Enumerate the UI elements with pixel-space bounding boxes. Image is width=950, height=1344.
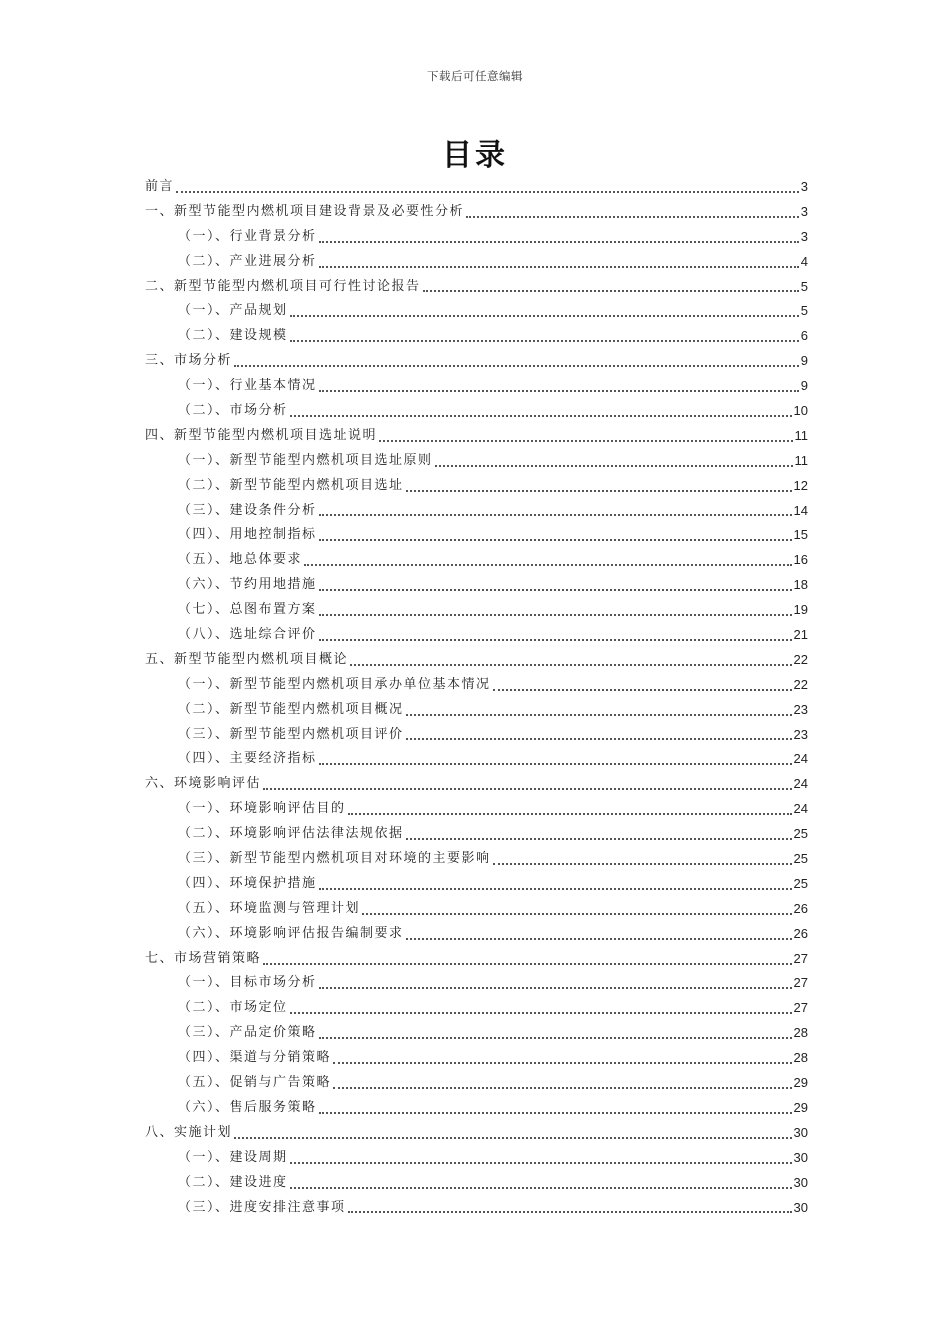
- toc-entry-page-number: 9: [800, 378, 808, 394]
- toc-entry-page-number: 23: [793, 701, 808, 717]
- toc-entry-page-number: 3: [800, 228, 808, 244]
- toc-dot-leader: [290, 340, 799, 342]
- toc-entry-label: （二）、新型节能型内燃机项目概况: [178, 701, 404, 717]
- toc-dot-leader: [333, 1062, 792, 1064]
- toc-entry-label: 一、新型节能型内燃机项目建设背景及必要性分析: [145, 203, 465, 219]
- toc-entry-page-number: 29: [793, 1099, 808, 1115]
- toc-entry-label: （二）、建设进度: [178, 1174, 288, 1190]
- toc-entry-page-number: 10: [793, 403, 808, 418]
- toc-entry-page-number: 28: [793, 1025, 808, 1041]
- toc-entry-label: （四）、用地控制指标: [178, 527, 317, 543]
- toc-entry[interactable]: [145, 275, 808, 300]
- toc-entry[interactable]: [145, 822, 808, 847]
- toc-entry-label: （二）、建设规模: [178, 328, 288, 344]
- toc-entry-label: （五）、促销与广告策略: [178, 1075, 332, 1091]
- header-note: 下载后可任意编辑: [427, 69, 523, 83]
- toc-dot-leader: [319, 514, 792, 516]
- toc-entry[interactable]: [145, 1096, 808, 1121]
- toc-dot-leader: [319, 614, 792, 616]
- toc-entry-page-number: 26: [793, 925, 808, 941]
- toc-entry-label: 六、环境影响评估: [145, 776, 262, 792]
- toc-dot-leader: [435, 465, 793, 467]
- toc-dot-leader: [319, 1037, 792, 1039]
- toc-dot-leader: [493, 689, 792, 691]
- toc-entry[interactable]: [145, 772, 808, 797]
- toc-entry-page-number: 3: [800, 203, 808, 219]
- toc-entry-label: （三）、产品定价策略: [178, 1025, 317, 1041]
- toc-dot-leader: [493, 863, 792, 865]
- toc-entry[interactable]: [145, 872, 808, 897]
- toc-dot-leader: [290, 415, 792, 417]
- toc-entry[interactable]: [145, 523, 808, 548]
- toc-entry-label: 七、市场营销策略: [145, 950, 262, 966]
- toc-entry-page-number: 27: [793, 975, 808, 991]
- toc-entry-page-number: 28: [793, 1050, 808, 1066]
- toc-entry-page-number: 4: [800, 253, 808, 269]
- toc-entry-page-number: 22: [793, 676, 808, 692]
- toc-entry-page-number: 11: [794, 452, 808, 468]
- toc-dot-leader: [290, 1012, 792, 1014]
- toc-dot-leader: [423, 290, 799, 292]
- toc-dot-leader: [263, 963, 792, 965]
- toc-entry[interactable]: [145, 897, 808, 922]
- toc-entry-label: （二）、市场分析: [178, 403, 288, 418]
- toc-dot-leader: [350, 664, 792, 666]
- toc-entry-page-number: 11: [794, 427, 808, 443]
- toc-entry-page-number: 29: [793, 1075, 808, 1091]
- toc-entry[interactable]: [145, 474, 808, 499]
- toc-entry-label: （六）、售后服务策略: [178, 1099, 317, 1115]
- toc-dot-leader: [176, 191, 799, 193]
- toc-dot-leader: [319, 1112, 792, 1114]
- toc-entry[interactable]: [145, 698, 808, 723]
- toc-dot-leader: [319, 266, 799, 268]
- toc-dot-leader: [290, 1162, 792, 1164]
- toc-entry-label: 三、市场分析: [145, 353, 233, 369]
- toc-dot-leader: [234, 1137, 792, 1139]
- toc-entry-page-number: 23: [793, 726, 808, 742]
- toc-entry[interactable]: [145, 648, 808, 673]
- toc-entry-label: 前言: [145, 178, 175, 194]
- toc-entry-label: （一）、产品规划: [178, 303, 288, 319]
- toc-dot-leader: [290, 1187, 792, 1189]
- toc-dot-leader: [348, 1211, 792, 1213]
- toc-dot-leader: [234, 365, 799, 367]
- toc-entry-label: （一）、新型节能型内燃机项目承办单位基本情况: [178, 676, 491, 692]
- toc-entry[interactable]: [145, 1121, 808, 1146]
- toc-entry-page-number: 5: [800, 303, 808, 319]
- toc-entry-page-number: 6: [800, 328, 808, 344]
- toc-entry[interactable]: [145, 200, 808, 225]
- toc-dot-leader: [319, 987, 792, 989]
- toc-entry-label: （一）、目标市场分析: [178, 975, 317, 991]
- toc-dot-leader: [319, 763, 792, 765]
- toc-entry-label: （三）、新型节能型内燃机项目对环境的主要影响: [178, 851, 491, 867]
- toc-entry-label: （一）、行业基本情况: [178, 378, 317, 394]
- toc-entry-page-number: 14: [793, 502, 808, 518]
- toc-entry-label: （三）、新型节能型内燃机项目评价: [178, 726, 404, 742]
- toc-entry-page-number: 9: [800, 353, 808, 369]
- toc-entry-page-number: 25: [793, 875, 808, 891]
- toc-dot-leader: [379, 440, 792, 442]
- toc-dot-leader: [319, 589, 792, 591]
- toc-entry-label: （一）、新型节能型内燃机项目选址原则: [178, 452, 433, 468]
- toc-title: 目录: [442, 138, 508, 173]
- toc-entry-page-number: 25: [793, 851, 808, 867]
- toc-dot-leader: [319, 390, 799, 392]
- toc-entry-label: （一）、环境影响评估目的: [178, 801, 346, 817]
- toc-entry[interactable]: [145, 548, 808, 573]
- toc-entry-label: 八、实施计划: [145, 1124, 233, 1140]
- toc-dot-leader: [333, 1087, 792, 1089]
- toc-dot-leader: [319, 539, 792, 541]
- toc-dot-leader: [290, 315, 799, 317]
- toc-entry-label: （五）、环境监测与管理计划: [178, 900, 361, 916]
- toc-entry-page-number: 30: [793, 1174, 808, 1190]
- toc-entry[interactable]: [145, 324, 808, 349]
- toc-entry-page-number: 21: [793, 627, 808, 643]
- toc-entry[interactable]: [145, 424, 808, 449]
- toc-entry-page-number: 22: [793, 651, 808, 667]
- toc-entry-page-number: 30: [793, 1199, 808, 1215]
- toc-dot-leader: [263, 788, 792, 790]
- toc-entry[interactable]: [145, 399, 808, 424]
- toc-entry-label: （四）、环境保护措施: [178, 875, 317, 891]
- toc-entry[interactable]: [145, 996, 808, 1021]
- toc-entry-page-number: 24: [793, 751, 808, 767]
- toc-dot-leader: [406, 490, 792, 492]
- toc-entry-label: 二、新型节能型内燃机项目可行性讨论报告: [145, 278, 421, 294]
- toc-entry-label: （六）、节约用地措施: [178, 577, 317, 593]
- toc-entry[interactable]: [145, 449, 808, 474]
- toc-entry-label: （三）、建设条件分析: [178, 502, 317, 518]
- toc-entry-page-number: 19: [793, 602, 808, 618]
- toc-entry-page-number: 5: [800, 278, 808, 294]
- toc-entry-label: （二）、市场定位: [178, 1000, 288, 1016]
- toc-dot-leader: [319, 639, 792, 641]
- toc-entry[interactable]: [145, 1196, 808, 1221]
- toc-entry-page-number: 25: [793, 826, 808, 842]
- toc-dot-leader: [319, 241, 799, 243]
- toc-entry-label: （三）、进度安排注意事项: [178, 1199, 346, 1215]
- toc-entry[interactable]: [145, 225, 808, 250]
- toc-entry[interactable]: [145, 1071, 808, 1096]
- toc-entry-label: （一）、行业背景分析: [178, 228, 317, 244]
- toc-entry-page-number: 24: [793, 776, 808, 792]
- toc-entry-label: （四）、渠道与分销策略: [178, 1050, 332, 1066]
- toc-entry[interactable]: [145, 250, 808, 275]
- toc-entry[interactable]: [145, 1171, 808, 1196]
- toc-entry-label: （四）、主要经济指标: [178, 751, 317, 767]
- toc-dot-leader: [304, 564, 792, 566]
- toc-entry[interactable]: [145, 1146, 808, 1171]
- toc-entry-label: （七）、总图布置方案: [178, 602, 317, 618]
- toc-entry-label: （二）、产业进展分析: [178, 253, 317, 269]
- toc-entry[interactable]: [145, 797, 808, 822]
- toc-entry-label: （二）、新型节能型内燃机项目选址: [178, 477, 404, 493]
- toc-entry-page-number: 30: [793, 1149, 808, 1165]
- toc-dot-leader: [406, 714, 792, 716]
- toc-entry-label: 五、新型节能型内燃机项目概论: [145, 651, 349, 667]
- toc-entry[interactable]: [145, 598, 808, 623]
- toc-dot-leader: [466, 216, 799, 218]
- toc-entry[interactable]: [145, 922, 808, 947]
- toc-dot-leader: [406, 938, 792, 940]
- toc-entry[interactable]: [145, 947, 808, 972]
- toc-entry[interactable]: [145, 374, 808, 399]
- toc-entry[interactable]: [145, 1021, 808, 1046]
- toc-dot-leader: [362, 913, 792, 915]
- toc-entry-page-number: 12: [793, 477, 808, 493]
- toc-entry[interactable]: [145, 723, 808, 748]
- toc-entry-label: （二）、环境影响评估法律法规依据: [178, 826, 404, 842]
- toc-entry[interactable]: [145, 972, 808, 997]
- toc-entry-page-number: 18: [793, 577, 808, 593]
- toc-entry[interactable]: [145, 299, 808, 324]
- toc-entry-label: （八）、选址综合评价: [178, 627, 317, 643]
- toc-entry-label: （一）、建设周期: [178, 1149, 288, 1165]
- toc-entry-page-number: 26: [793, 900, 808, 916]
- toc-entry[interactable]: [145, 1046, 808, 1071]
- table-of-contents: [145, 175, 808, 1220]
- toc-dot-leader: [348, 813, 792, 815]
- toc-entry-page-number: 15: [793, 527, 808, 543]
- toc-entry[interactable]: [145, 673, 808, 698]
- toc-entry-page-number: 27: [793, 1000, 808, 1016]
- toc-entry[interactable]: [145, 847, 808, 872]
- toc-entry[interactable]: [145, 573, 808, 598]
- toc-entry-page-number: 16: [793, 552, 808, 568]
- toc-dot-leader: [406, 738, 792, 740]
- toc-entry-label: （五）、地总体要求: [178, 552, 303, 568]
- toc-dot-leader: [319, 888, 792, 890]
- toc-entry-page-number: 3: [800, 178, 808, 194]
- toc-entry[interactable]: [145, 175, 808, 200]
- toc-entry[interactable]: [145, 747, 808, 772]
- toc-entry[interactable]: [145, 499, 808, 524]
- toc-dot-leader: [406, 838, 792, 840]
- toc-entry-page-number: 27: [793, 950, 808, 966]
- toc-entry-label: （六）、环境影响评估报告编制要求: [178, 925, 404, 941]
- toc-entry[interactable]: [145, 623, 808, 648]
- toc-entry-page-number: 24: [793, 801, 808, 817]
- toc-entry-page-number: 30: [793, 1124, 808, 1140]
- toc-entry-label: 四、新型节能型内燃机项目选址说明: [145, 427, 378, 443]
- toc-entry[interactable]: [145, 349, 808, 374]
